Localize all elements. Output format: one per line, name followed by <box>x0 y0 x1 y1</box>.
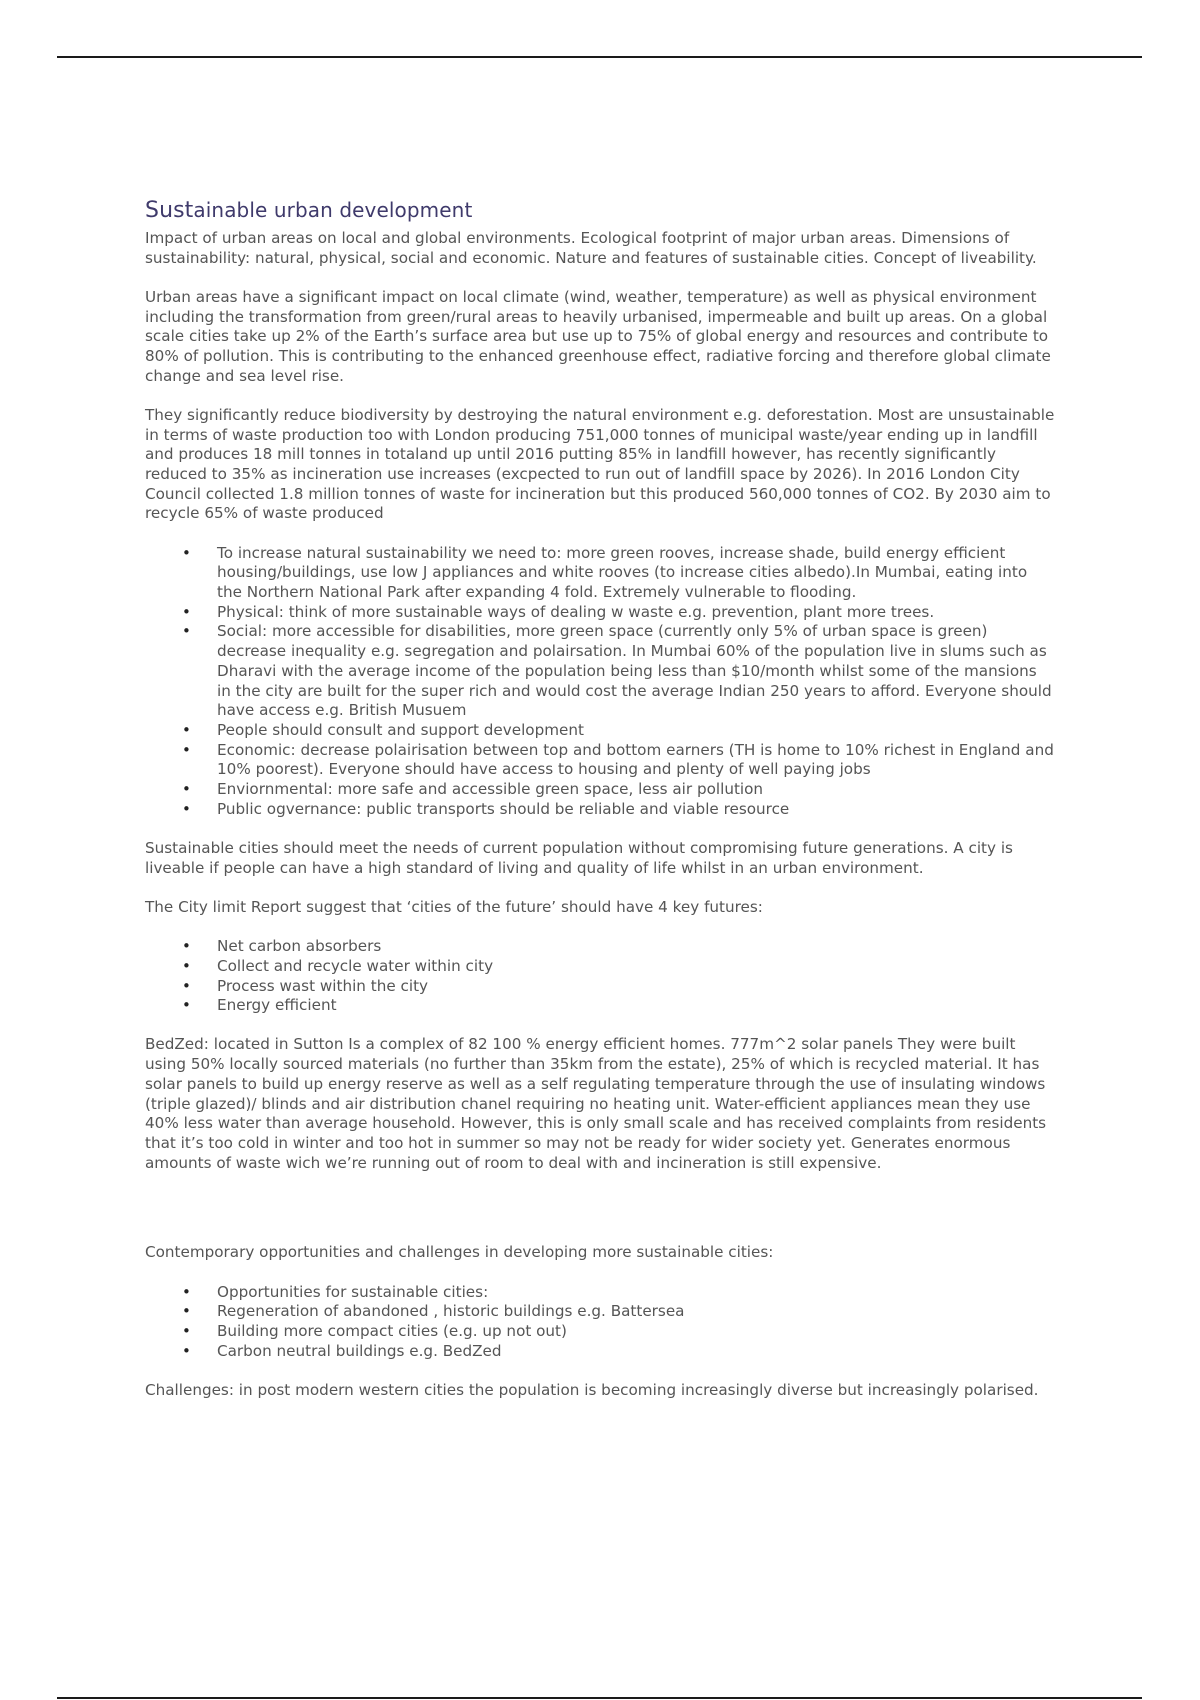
paragraph-city-limit: The City limit Report suggest that ‘cities of the future’ should have 4 key futures: <box>145 897 763 916</box>
title-rest: ainable urban development <box>193 198 473 222</box>
opportunities-list <box>145 1283 1055 1362</box>
list-item: • To increase natural sustainability we need to: more green rooves, increase shade, build energy efficient housing/buildings, use low J appliances and white rooves (to increase cities albedo).In Mumbai, eating into the Northern National Park after expanding 4 fold. Extremely vulnerable to flooding. <box>145 544 1055 603</box>
top-rule <box>57 56 1142 58</box>
list-item: • Enviornmental: more safe and accessible green space, less air pollution <box>145 780 1055 800</box>
list-item: • Process wast within the city <box>145 977 1055 997</box>
list-item: • Energy efficient <box>145 996 1055 1016</box>
paragraph-opportunities-heading: Contemporary opportunities and challenges in developing more sustainable cities: <box>145 1243 774 1262</box>
paragraph-liveable: Sustainable cities should meet the needs of current population without compromising future generations. A city is liveable if people can have a high standard of living and quality of life whilst in an urban environment. <box>145 838 1013 877</box>
list-item: • Opportunities for sustainable cities: <box>145 1283 1055 1303</box>
list-item: • Building more compact cities (e.g. up not out) <box>145 1322 1055 1342</box>
page-title <box>145 198 1055 223</box>
paragraph-biodiversity: They significantly reduce biodiversity by destroying the natural environment e.g. deforestation. Most are unsustainable in terms of waste production too with London producing 751,000 tonnes of municipal waste/year ending up in landfill and produces 18 mill tonnes in totaland up until 2016 putting 85% in landfill however, has recently significantly reduced to 35% as incineration use increases (excpected to run out of landfill space by 2026). In 2016 London City Council collected 1.8 million tonnes of waste for incineration but this produced 560,000 tonnes of CO2. By 2030 aim to recycle 65% of waste produced <box>145 405 1055 523</box>
title-first: Sust <box>145 198 194 223</box>
list-item: • Public ogvernance: public transports should be reliable and viable resource <box>145 800 1055 820</box>
intro-paragraph: Impact of urban areas on local and global environments. Ecological footprint of major urban areas. Dimensions of sustainability: natural, physical, social and economic. Nature and features of sustainable cities. Concept of liveability. <box>145 229 1037 267</box>
list-item: • Physical: think of more sustainable ways of dealing w waste e.g. prevention, plant more trees. <box>145 603 1055 623</box>
key-futures-list <box>145 937 1055 1016</box>
paragraph-impact: Urban areas have a significant impact on local climate (wind, weather, temperature) as well as physical environment including the transformation from green/rural areas to heavily urbanised, impermeable and built up areas. On a global scale cities take up 2% of the Earth’s surface area but use up to 75% of global energy and resources and contribute to 80% of pollution. This is contributing to the enhanced greenhouse effect, radiative forcing and therefore global climate change and sea level rise. <box>145 287 1051 385</box>
list-item: • Economic: decrease polairisation between top and bottom earners (TH is home to 10% richest in England and 10% poorest). Everyone should have access to housing and plenty of well paying jobs <box>145 741 1055 780</box>
list-item: • Regeneration of abandoned , historic buildings e.g. Battersea <box>145 1302 1055 1322</box>
list-item: • Net carbon absorbers <box>145 937 1055 957</box>
list-item: • Social: more accessible for disabilities, more green space (currently only 5% of urban space is green) decrease inequality e.g. segregation and polairsation. In Mumbai 60% of the population live in slums such as Dharavi with the average income of the population being less than $10/month whilst some of the mansions in the city are built for the super rich and would cost the average Indian 250 years to afford. Everyone should have access e.g. British Musuem <box>145 622 1055 721</box>
list-item: • People should consult and support development <box>145 721 1055 741</box>
list-item: • Carbon neutral buildings e.g. BedZed <box>145 1342 1055 1362</box>
paragraph-challenges: Challenges: in post modern western cities the population is becoming increasingly diverse but increasingly polarised. <box>145 1380 1039 1399</box>
bottom-rule <box>57 1697 1142 1699</box>
list-item: • Collect and recycle water within city <box>145 957 1055 977</box>
paragraph-bedzed: BedZed: located in Sutton Is a complex of 82 100 % energy efficient homes. 777m^2 solar panels They were built using 50% locally sourced materials (no further than 35km from the estate), 25% of which is recycled material. It has solar panels to build up energy reserve as well as a self regulating temperature through the use of insulating windows (triple glazed)/ blinds and air distribution chanel requiring no heating unit. Water-efficient appliances mean they use 40% less water than average household. However, this is only small scale and has received complaints from residents that it’s too cold in winter and too hot in summer so may not be ready for wider society yet. Generates enormous amounts of waste wich we’re running out of room to deal with and incineration is still expensive. <box>145 1035 1047 1172</box>
sustainability-list <box>145 544 1055 820</box>
document-body <box>145 198 1055 1401</box>
